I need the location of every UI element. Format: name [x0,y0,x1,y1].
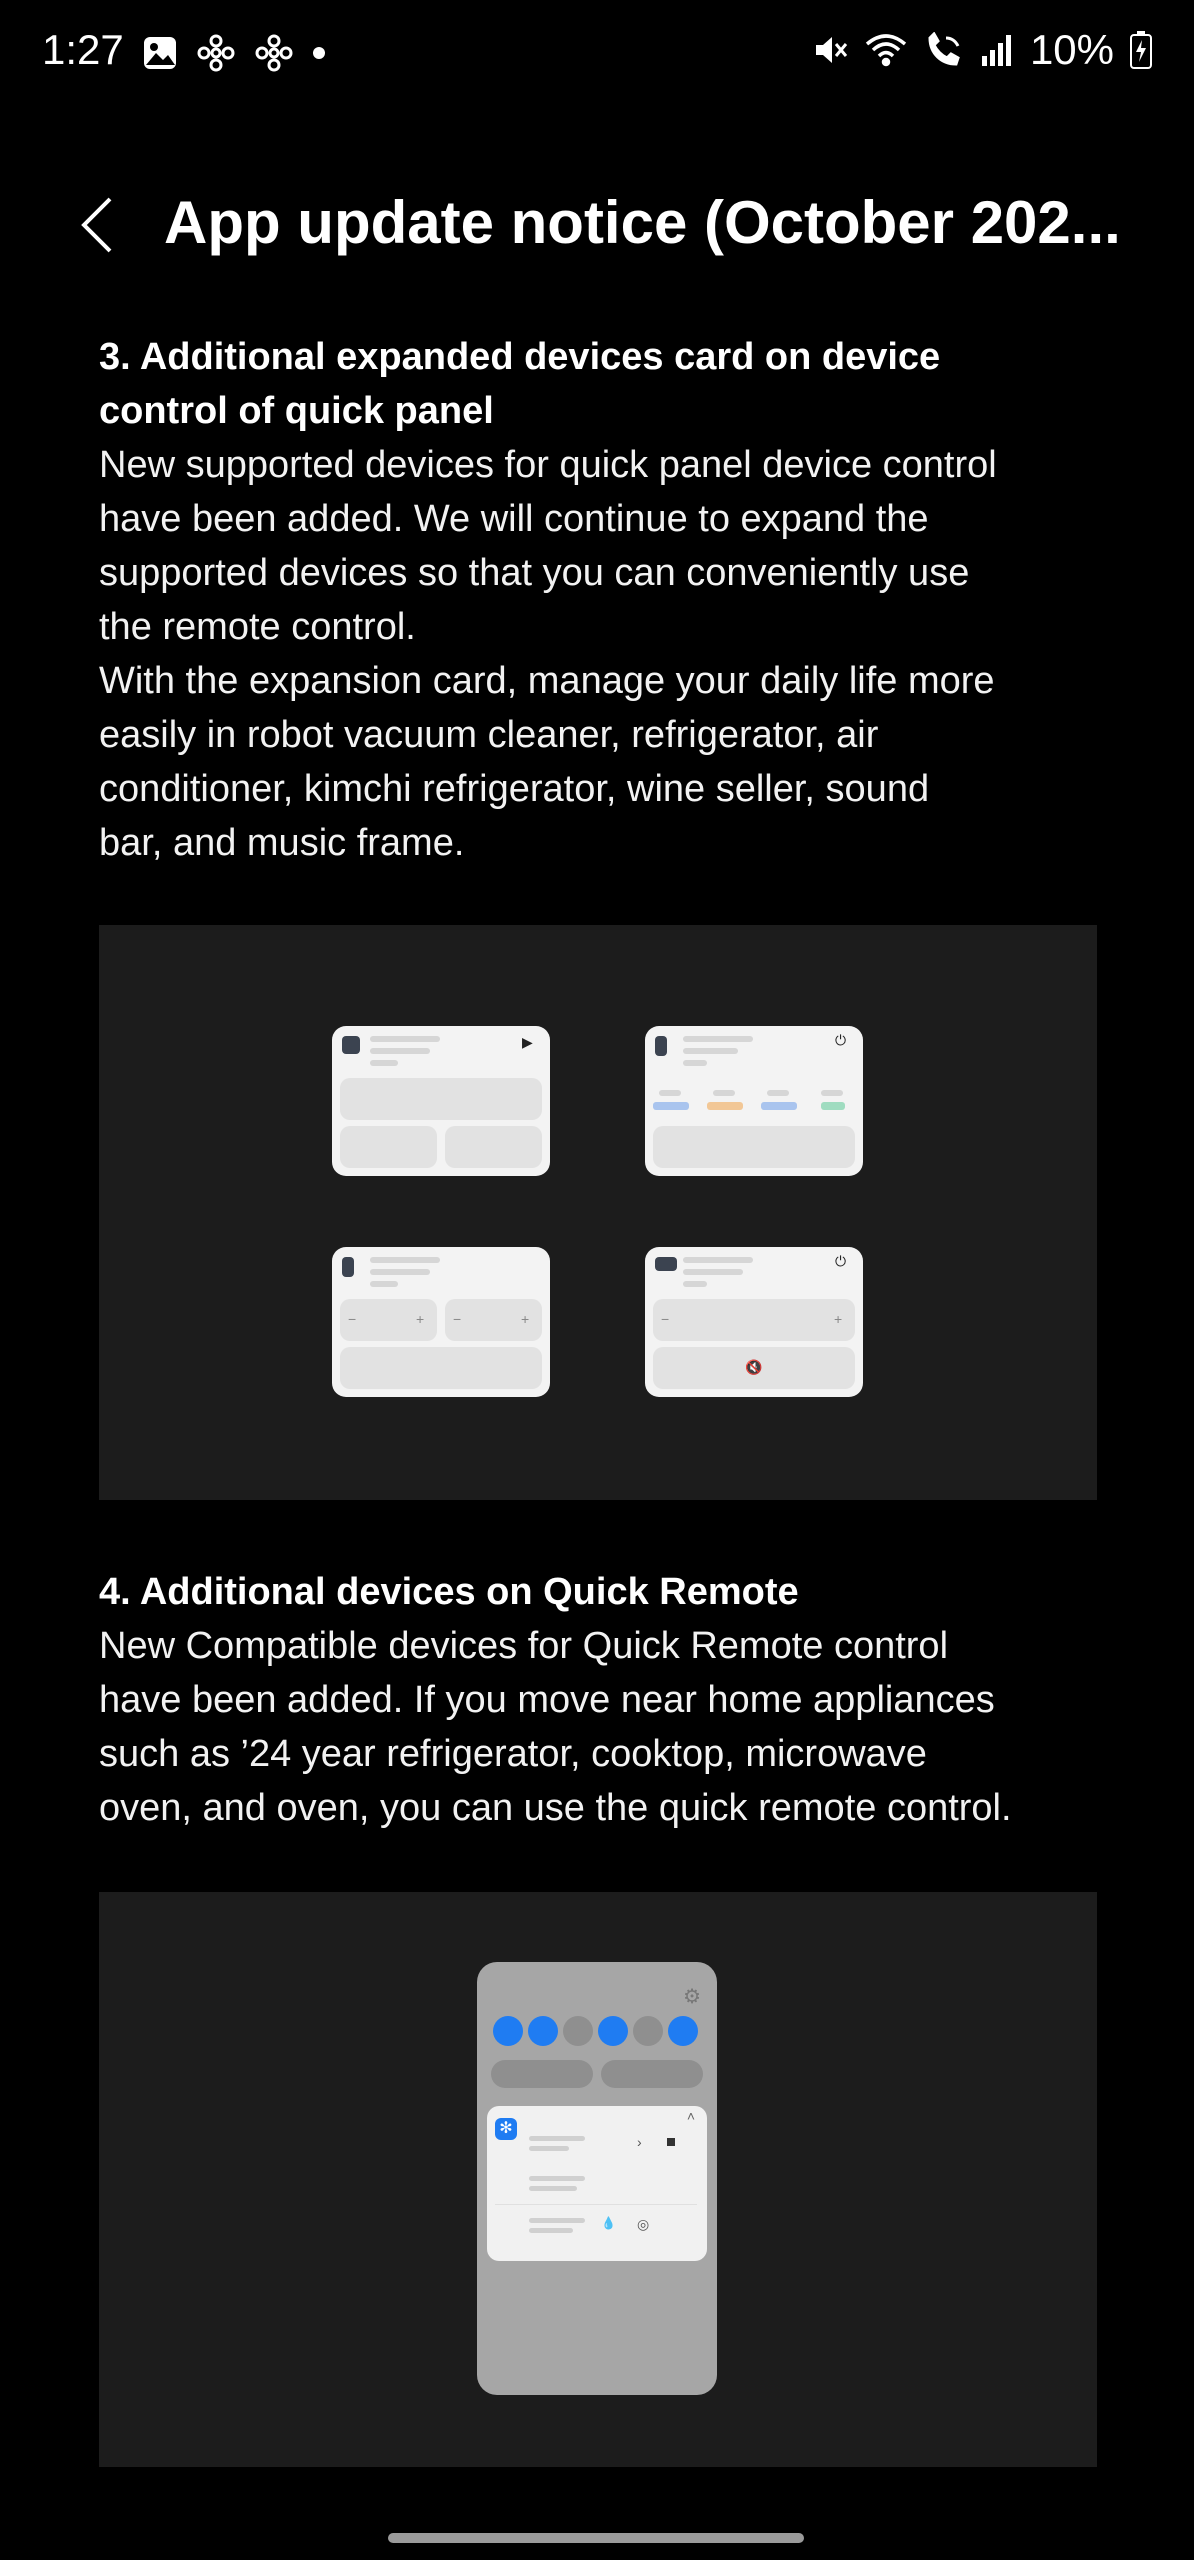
play-icon: ▶ [522,1034,533,1050]
section-text: conditioner, kimchi refrigerator, wine seller, sound [99,768,930,810]
refrigerator-icon [655,1036,667,1056]
quick-remote-card [487,2106,707,2261]
chevron-up-icon: ˄ [686,2108,695,2124]
section-title: 4. Additional devices on Quick Remote [99,1571,799,1613]
stop-icon [667,2138,675,2146]
gear-icon: ⚙ [683,1986,701,2008]
quick-toggle [633,2016,663,2046]
fan-icon [254,33,294,73]
quick-toggle [598,2016,628,2046]
section-text: the remote control. [99,606,416,648]
section-text: New Compatible devices for Quick Remote control [99,1625,949,1667]
wifi-call-icon [924,32,964,68]
kimchi-refrigerator-card [332,1247,550,1397]
mute-icon: 🔇 [745,1359,763,1375]
plus-icon: + [521,1311,530,1327]
page-title: App update notice (October 202... [164,189,1121,256]
battery-charging-icon [1130,31,1152,69]
mute-icon [812,32,848,68]
section-title: 3. Additional expanded devices card on device [99,336,941,378]
status-right-icons [812,26,1152,74]
image-icon [142,35,178,71]
back-button[interactable] [68,190,124,260]
section-title: control of quick panel [99,390,494,432]
quick-toggle [528,2016,558,2046]
section-text: oven, and oven, you can use the quick remote control. [99,1787,1012,1829]
battery-percent: 10% [1029,26,1114,73]
quick-toggle [668,2016,698,2046]
power-icon: ⏻ [835,1032,847,1048]
section-text: have been added. We will continue to expand the [99,498,929,540]
signal-icon [980,32,1014,68]
phone-quick-panel-illustration [477,1962,717,2395]
status-time: 1:27 [42,26,124,73]
status-bar [0,0,1194,110]
wine-cellar-card [645,1247,863,1397]
quick-toggle [563,2016,593,2046]
quick-toggle [493,2016,523,2046]
plus-icon: + [416,1311,425,1327]
chevron-right-icon: › [637,2134,642,2150]
kimchi-refrigerator-icon [342,1257,354,1277]
section-text: New supported devices for quick panel device control [99,444,997,486]
minus-icon: − [661,1311,670,1327]
smartthings-icon: ✻ [495,2118,517,2140]
status-left-icons [142,33,326,73]
drop-icon: 💧 [601,2216,616,2230]
section-expanded-devices-card [99,330,1099,870]
section-text: supported devices so that you can conveniently use [99,552,970,594]
wifi-icon [864,32,908,68]
minus-icon: − [348,1311,357,1327]
plus-icon: + [834,1311,843,1327]
app-header [0,180,1194,270]
section-text: With the expansion card, manage your daily life more [99,660,995,702]
section-text: have been added. If you move near home appliances [99,1679,995,1721]
section-quick-remote [99,1565,1099,1835]
section-text: such as ’24 year refrigerator, cooktop, microwave [99,1733,927,1775]
section-text: bar, and music frame. [99,822,465,864]
power-icon: ⏻ [835,1253,847,1269]
target-icon: ◎ [637,2216,650,2232]
minus-icon: − [453,1311,462,1327]
section-text: easily in robot vacuum cleaner, refrigerator, air [99,714,879,756]
home-indicator[interactable] [388,2533,804,2543]
robot-vacuum-icon [342,1036,360,1054]
chevron-left-icon [76,195,116,255]
wine-cellar-icon [655,1257,677,1271]
refrigerator-card [645,1026,863,1176]
robot-vacuum-card [332,1026,550,1176]
fan-icon [196,33,236,73]
dot-icon [312,46,326,60]
device-cards-illustration [99,925,1097,1500]
